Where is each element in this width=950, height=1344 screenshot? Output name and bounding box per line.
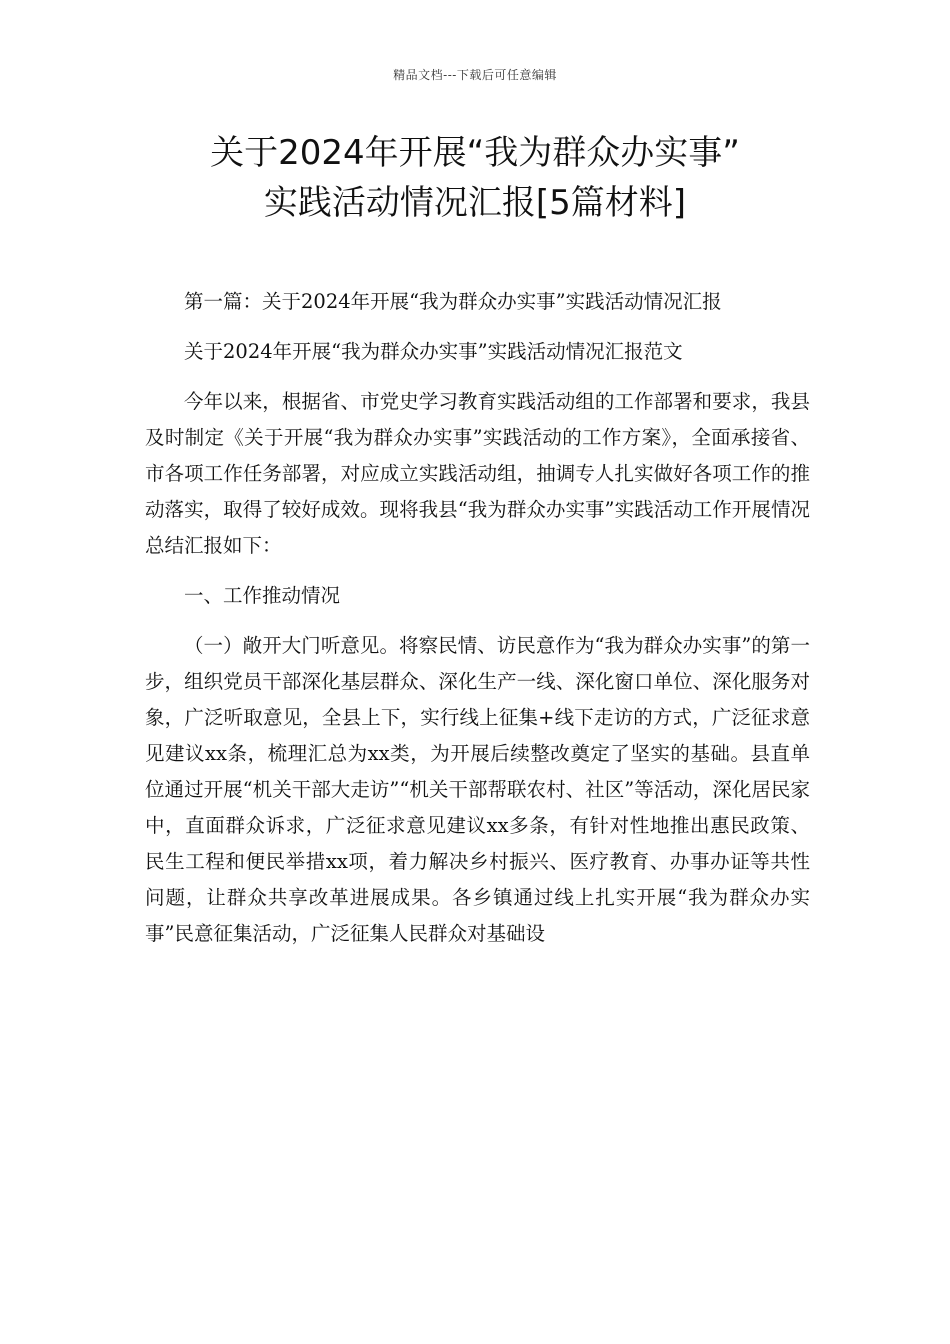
title-line-1: 关于2024年开展“我为群众办实事” [210,133,740,173]
paragraph-intro: 今年以来，根据省、市党史学习教育实践活动组的工作部署和要求，我县及时制定《关于开展“我为群众办实事”实践活动的工作方案》，全面承接省、市各项工作任务部署，对应成立实践活动组，抽调专人扎实做好各项工作的推动落实，取得了较好成效。现将我县“我为群众办实事”实践活动工作开展情况总结汇报如下： [145,390,810,557]
header-note: 精品文档---下载后可任意编辑 [393,68,557,82]
paragraph-section-heading: 第一篇：关于2024年开展“我为群众办实事”实践活动情况汇报 [184,290,722,313]
document-body [145,284,810,966]
paragraph-item-one: （一）敞开大门听意见。将察民情、访民意作为“我为群众办实事”的第一步，组织党员干部深化基层群众、深化生产一线、深化窗口单位、深化服务对象，广泛听取意见，全县上下，实行线上征集+线下走访的方式，广泛征求意见建议xx条，梳理汇总为xx类，为开展后续整改奠定了坚实的基础。县直单位通过开展“机关干部大走访”“机关干部帮联农村、社区”等活动，深化居民家中，直面群众诉求，广泛征求意见建议xx多条，有针对性地推出惠民政策、民生工程和便民举措xx项，着力解决乡村振兴、医疗教育、办事办证等共性问题，让群众共享改革进展成果。各乡镇通过线上扎实开展“我为群众办实事”民意征集活动，广泛征集人民群众对基础设 [145,634,810,945]
paragraph-heading-one: 一、工作推动情况 [184,584,341,607]
paragraph-subtitle: 关于2024年开展“我为群众办实事”实践活动情况汇报范文 [184,340,683,363]
title-line-2: 实践活动情况汇报[5篇材料] [263,183,687,223]
document-title [120,128,830,228]
